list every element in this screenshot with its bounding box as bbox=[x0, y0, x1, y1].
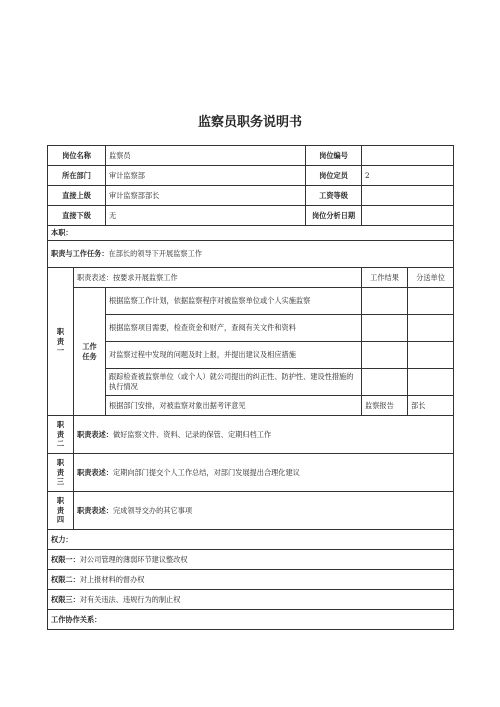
authority-row bbox=[48, 590, 454, 610]
superior-label: 直接上级 bbox=[48, 186, 106, 206]
authority-header: 权力： bbox=[48, 530, 454, 550]
info-row-3 bbox=[48, 186, 454, 206]
duty1-description: 职责表述：按要求开展监察工作 bbox=[74, 268, 362, 288]
task-result bbox=[362, 369, 408, 396]
duty3-desc-text: 定期向部门提交个人工作总结，对部门发展提出合理化建议 bbox=[112, 467, 300, 477]
page-title: 监察员职务说明书 bbox=[197, 115, 302, 130]
duty2-description bbox=[74, 416, 454, 454]
duty-header-row bbox=[48, 241, 454, 268]
task-row bbox=[48, 288, 454, 315]
task-text: 跟踪检查被监察单位（或个人）就公司提出的纠正性、防护性、建设性措施的执行情况 bbox=[106, 369, 362, 396]
quota-value: 2 bbox=[362, 166, 454, 186]
duty4-label: 职 责 四 bbox=[48, 492, 74, 530]
duty4-description bbox=[74, 492, 454, 530]
cooperation-row bbox=[48, 610, 454, 630]
task-dest: 部长 bbox=[408, 396, 454, 416]
job-code-label: 岗位编号 bbox=[306, 146, 362, 166]
duty3-label: 职 责 三 bbox=[48, 454, 74, 492]
info-row-4 bbox=[48, 206, 454, 226]
duty-header-text: 在部长的领导下开展监察工作 bbox=[108, 249, 202, 259]
quota-label: 岗位定员 bbox=[306, 166, 362, 186]
duty2-label: 职 责 二 bbox=[48, 416, 74, 454]
analysis-date-value bbox=[362, 206, 454, 226]
authority-row bbox=[48, 550, 454, 570]
authority-item-text: 对公司管理的薄弱环节建议整改权 bbox=[79, 554, 188, 564]
authority-item bbox=[48, 590, 454, 610]
duty2-desc-label: 职责表述： bbox=[77, 429, 113, 439]
duty2-row bbox=[48, 416, 454, 454]
grade-value bbox=[362, 186, 454, 206]
duty3-desc-label: 职责表述： bbox=[77, 467, 113, 477]
task-result bbox=[362, 288, 408, 315]
task-dest bbox=[408, 315, 454, 342]
dest-header: 分送单位 bbox=[408, 268, 454, 288]
dept-value: 审计监察部 bbox=[106, 166, 306, 186]
task-text: 对监察过程中发现的问题及时上报，并提出建议及相应措施 bbox=[106, 342, 362, 369]
summary-label: 本职： bbox=[48, 226, 454, 241]
duty-header bbox=[48, 241, 454, 268]
task-dest bbox=[408, 342, 454, 369]
authority-item-text: 对有关违法、违规行为的制止权 bbox=[79, 594, 181, 604]
summary-row bbox=[48, 226, 454, 241]
task-row bbox=[48, 342, 454, 369]
duty-header-label: 职责与工作任务： bbox=[51, 249, 109, 259]
duty1-desc-row bbox=[48, 268, 454, 288]
result-header: 工作结果 bbox=[362, 268, 408, 288]
task-row bbox=[48, 315, 454, 342]
duty3-row bbox=[48, 454, 454, 492]
task-text: 根据监察项目需要，检查资金和财产，查阅有关文件和资料 bbox=[106, 315, 362, 342]
task-dest bbox=[408, 369, 454, 396]
duty2-desc-text: 做好监察文件、资料、记录的保管、定期归档工作 bbox=[112, 429, 272, 439]
duty4-row bbox=[48, 492, 454, 530]
info-row-1 bbox=[48, 146, 454, 166]
dept-label: 所在部门 bbox=[48, 166, 106, 186]
job-code-value bbox=[362, 146, 454, 166]
duty4-desc-text: 完成领导交办的其它事项 bbox=[112, 505, 193, 515]
subordinate-label: 直接下级 bbox=[48, 206, 106, 226]
task-text: 根据部门安排，对被监察对象出据考评意见 bbox=[106, 396, 362, 416]
job-name-value: 监察员 bbox=[106, 146, 306, 166]
task-label: 工作 任务 bbox=[74, 288, 106, 416]
authority-header-row bbox=[48, 530, 454, 550]
analysis-date-label: 岗位分析日期 bbox=[306, 206, 362, 226]
subordinate-value: 无 bbox=[106, 206, 306, 226]
authority-item-label: 权限三： bbox=[51, 594, 80, 604]
duty1-label: 职 责 一 bbox=[48, 268, 74, 416]
authority-item bbox=[48, 550, 454, 570]
authority-item-label: 权限一： bbox=[51, 554, 80, 564]
task-result: 监察报告 bbox=[362, 396, 408, 416]
grade-label: 工资等级 bbox=[306, 186, 362, 206]
info-row-2 bbox=[48, 166, 454, 186]
task-row bbox=[48, 396, 454, 416]
job-name-label: 岗位名称 bbox=[48, 146, 106, 166]
job-description-table bbox=[47, 145, 454, 630]
task-dest bbox=[408, 288, 454, 315]
authority-item-text: 对上报材料的督办权 bbox=[79, 574, 145, 584]
task-result bbox=[362, 315, 408, 342]
authority-item-label: 权限二： bbox=[51, 574, 80, 584]
duty4-desc-label: 职责表述： bbox=[77, 505, 113, 515]
authority-row bbox=[48, 570, 454, 590]
authority-item bbox=[48, 570, 454, 590]
task-text: 根据监察工作计划，依据监察程序对被监察单位或个人实施监察 bbox=[106, 288, 362, 315]
superior-value: 审计监察部部长 bbox=[106, 186, 306, 206]
task-result bbox=[362, 342, 408, 369]
task-row bbox=[48, 369, 454, 396]
cooperation-header: 工作协作关系： bbox=[48, 610, 454, 630]
duty3-description bbox=[74, 454, 454, 492]
